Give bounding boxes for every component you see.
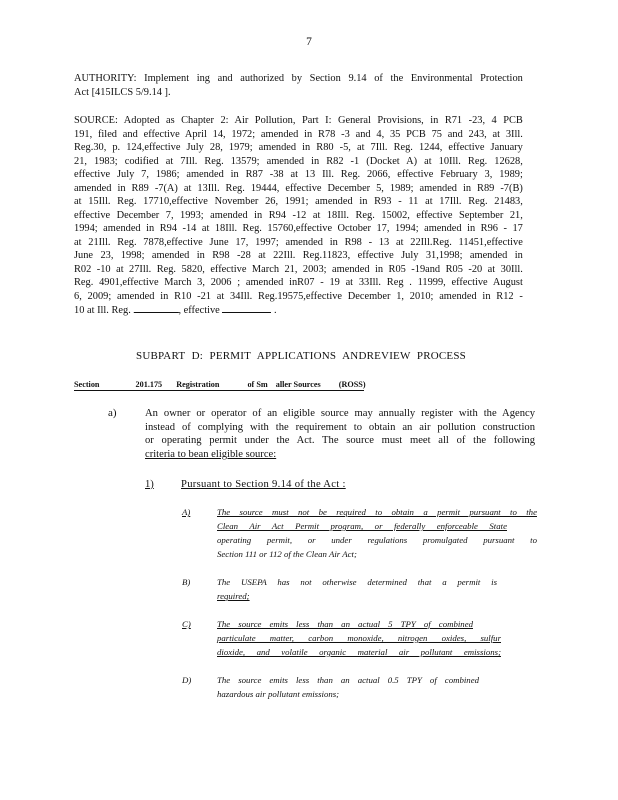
item-c-label: C) — [182, 619, 191, 629]
item-c-body — [217, 617, 501, 659]
item-d-last-line: hazardous air pollutant emissions; — [217, 689, 340, 699]
source-line: 21, 1983; codified at 7Ill. Reg. 13579; amended in R82 -1 (Docket A) at 10Ill. Reg. 12628, — [74, 155, 523, 167]
section-title-word: (ROSS) — [338, 380, 366, 389]
item-b-label: B) — [182, 577, 191, 587]
authority-paragraph — [74, 72, 523, 99]
subsection-a-last-line: criteria to bean eligible source: — [145, 448, 277, 460]
item-b-last-line: required; — [217, 591, 250, 601]
source-line: amended in R89 -7(A) at 13Ill. Reg. 19444, effective December 5, 1989; amended in R89 -7(B) — [74, 182, 523, 194]
source-line: 191, filed and effective April 14, 1972; amended in R78 -3 and 4, 35 PCB 75 and 243, at 3Ill. — [74, 128, 523, 140]
item-a-line: Clean Air Act Permit program, or federally enforceable State — [217, 521, 507, 531]
section-title-word: of Sm — [247, 380, 268, 389]
item-a-line: The source must not be required to obtain a permit pursuant to the — [217, 507, 537, 517]
item-b — [0, 575, 537, 605]
item-a-label: A) — [182, 507, 191, 517]
blank-reg-field — [133, 303, 178, 313]
blank-effective-field — [222, 303, 271, 313]
page-number: 7 — [306, 36, 312, 48]
item-d-label: D) — [182, 675, 192, 685]
section-title-word: aller Sources — [275, 380, 321, 389]
source-line: at 21Ill. Reg. 7878,effective June 17, 1997; amended in R98 - 13 at 22Ill.Reg. 11451,effective — [74, 236, 523, 248]
item-a — [0, 505, 537, 561]
item-a-line: operating permit, or under regulations promulgated pursuant to — [217, 535, 537, 545]
item-c — [0, 617, 537, 661]
source-line: 6, 2009; amended in R10 -21 at 34Ill. Reg.19575,effective December 1, 2010; amended in R12 - — [74, 290, 523, 302]
section-heading — [74, 380, 364, 391]
source-last-line-start: 10 at Ill. Reg. — [74, 305, 134, 316]
source-line: 1994; amended in R94 -14 at 18Ill. Reg. 15760,effective October 17, 1994; amended in R96 - 17 — [74, 223, 523, 234]
subsection-a-text — [145, 407, 535, 461]
authority-line: AUTHORITY: Implement ing and authorized by Section 9.14 of the Environmental Protection — [74, 73, 523, 84]
source-line: at 15Ill. Reg. 17710,effective November 26, 1991; amended in R93 - 11 at 17Ill. Reg. 21483, — [74, 196, 523, 207]
source-line: Reg. 4901,effective March 3, 2006 ; amended inR07 - 19 at 33Ill. Reg . 11999, effective August — [74, 277, 523, 288]
authority-line: Act [415ILCS 5/9.14 ]. — [74, 86, 171, 98]
subsection-1-text: Pursuant to Section 9.14 of the Act : — [181, 479, 346, 490]
source-last-line — [74, 303, 523, 318]
source-line: effective December 7, 1993; amended in R94 -12 at 18Ill. Reg. 15002, effective September 21, — [74, 209, 523, 221]
source-last-line-mid: , effective — [178, 305, 223, 316]
item-c-line: The source emits less than an actual 5 TPY of combined — [217, 619, 473, 629]
item-b-body — [217, 575, 497, 603]
subsection-a-line: An owner or operator of an eligible source may annually register with the Agency — [145, 408, 535, 419]
item-c-line: dioxide, and volatile organic material air pollutant emissions; — [217, 647, 501, 657]
section-label: Section — [74, 380, 100, 389]
source-line: June 23, 1998; amended in R98 -28 at 22Ill. Reg.11823, effective July 31,1998; amended in — [74, 250, 523, 261]
source-paragraph — [74, 114, 523, 318]
section-title-word: Registration — [176, 380, 220, 389]
subsection-a-line: instead of complying with the requirement to obtain an air pollution construction — [145, 421, 535, 433]
section-number: 201.175 — [135, 380, 163, 389]
source-last-line-end: . — [271, 305, 277, 316]
source-line: effective July 7, 1986; amended in R87 -38 at 13 Ill. Reg. 2066, effective February 3, 1989; — [74, 169, 523, 180]
subsection-a-label: a) — [108, 407, 117, 419]
source-line: SOURCE: Adopted as Chapter 2: Air Pollution, Part I: General Provisions, in R71 -23, 4 PCB — [74, 115, 523, 126]
source-line: Reg.30, p. 124,effective July 28, 1979; amended in R80 -5, at 7Ill. Reg. 1244, effective January — [74, 142, 523, 153]
item-b-line: The USEPA has not otherwise determined that a permit is — [217, 577, 497, 587]
item-d-line: The source emits less than an actual 0.5 TPY of combined — [217, 675, 479, 685]
subpart-title: SUBPART D: PERMIT APPLICATIONS ANDREVIEW PROCESS — [136, 350, 466, 362]
item-c-line: particulate matter, carbon monoxide, nitrogen oxides, sulfur — [217, 633, 501, 643]
item-a-body — [217, 505, 537, 561]
item-d — [0, 673, 537, 703]
subsection-1-label: 1) — [145, 479, 154, 490]
subsection-a-line: or operating permit under the Act. The source must meet all of the following — [145, 435, 535, 447]
item-d-body — [217, 673, 479, 701]
source-line: R02 -10 at 27Ill. Reg. 5820, effective March 21, 2003; amended in R05 -19and R05 -20 at 30Ill. — [74, 263, 523, 275]
item-a-last-line: Section 111 or 112 of the Clean Air Act; — [217, 549, 357, 559]
